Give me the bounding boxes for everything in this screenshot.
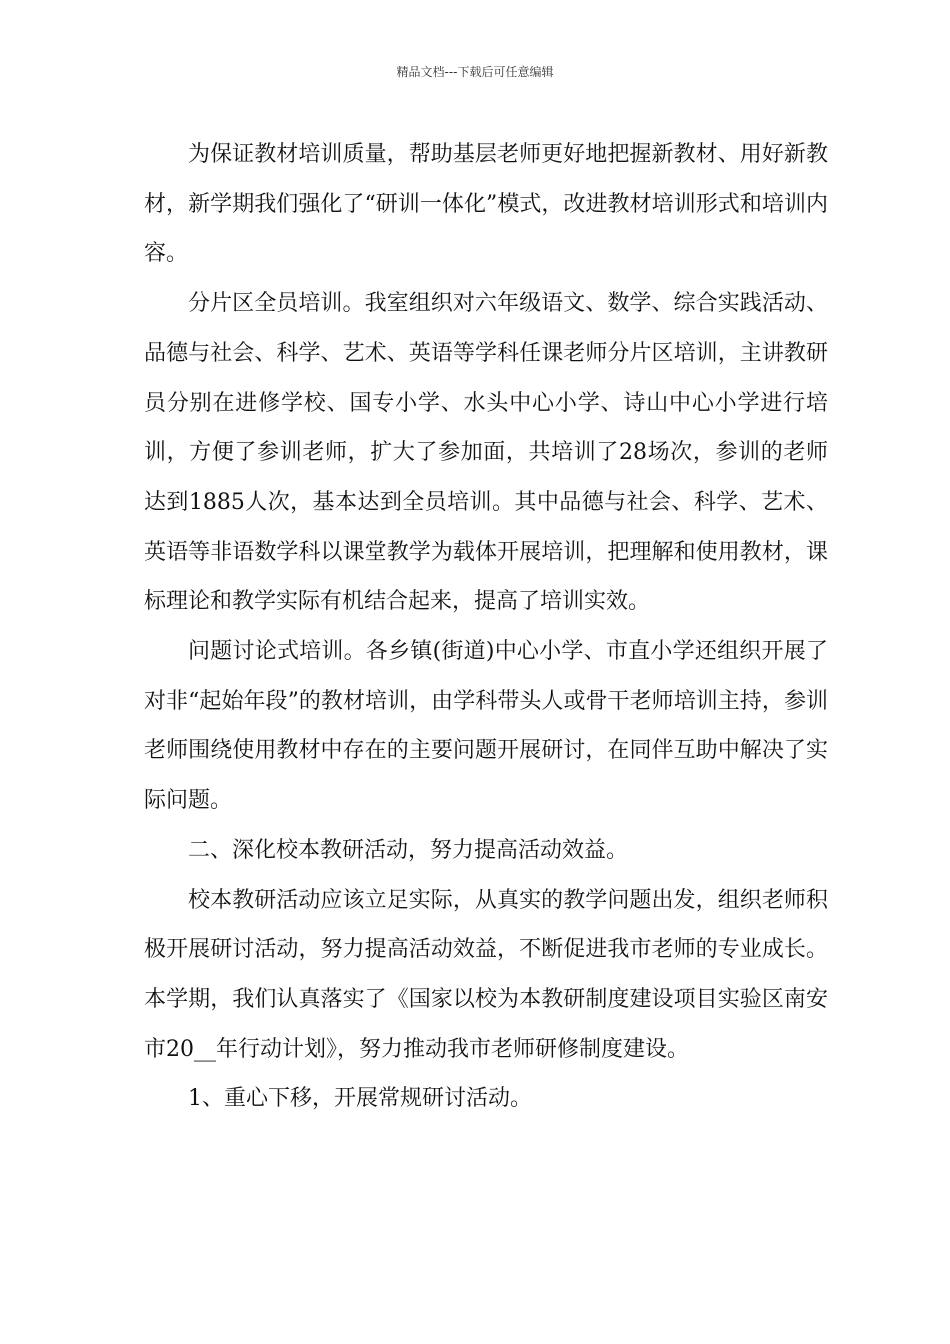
paragraph-school-research: 校本教研活动应该立足实际，从真实的教学问题出发，组织老师积极开展研讨活动，努力提高活动效益，不断促进我市老师的专业成长。本学期，我们认真落实了《国家以校为本教研制度建设项目实验区南安市20__年行动计划》，努力推动我市老师研修制度建设。 xyxy=(144,887,828,1062)
page-header: 精品文档---下载后可任意编辑 xyxy=(396,65,554,79)
document-body xyxy=(144,130,828,1124)
paragraph-training-quality: 为保证教材培训质量，帮助基层老师更好地把握新教材、用好新教材，新学期我们强化了“研训一体化”模式，改进教材培训形式和培训内容。 xyxy=(144,142,828,267)
section-heading-school-research: 二、深化校本教研活动，努力提高活动效益。 xyxy=(188,837,629,863)
subheading-routine-research: 1、重心下移，开展常规研讨活动。 xyxy=(188,1086,532,1112)
paragraph-district-training: 分片区全员培训。我室组织对六年级语文、数学、综合实践活动、品德与社会、科学、艺术、英语等学科任课老师分片区培训，主讲教研员分别在进修学校、国专小学、水头中心小学、诗山中心小学进行培训，方便了参训老师，扩大了参加面，共培训了28场次，参训的老师达到1885人次，基本达到全员培训。其中品德与社会、科学、艺术、英语等非语数学科以课堂教学为载体开展培训，把理解和使用教材，课标理论和教学实际有机结合起来，提高了培训实效。 xyxy=(144,291,828,615)
paragraph-discussion-training: 问题讨论式培训。各乡镇(街道)中心小学、市直小学还组织开展了对非“起始年段”的教材培训，由学科带头人或骨干老师培训主持，参训老师围绕使用教材中存在的主要问题开展研讨，在同伴互助中解决了实际问题。 xyxy=(144,639,828,814)
